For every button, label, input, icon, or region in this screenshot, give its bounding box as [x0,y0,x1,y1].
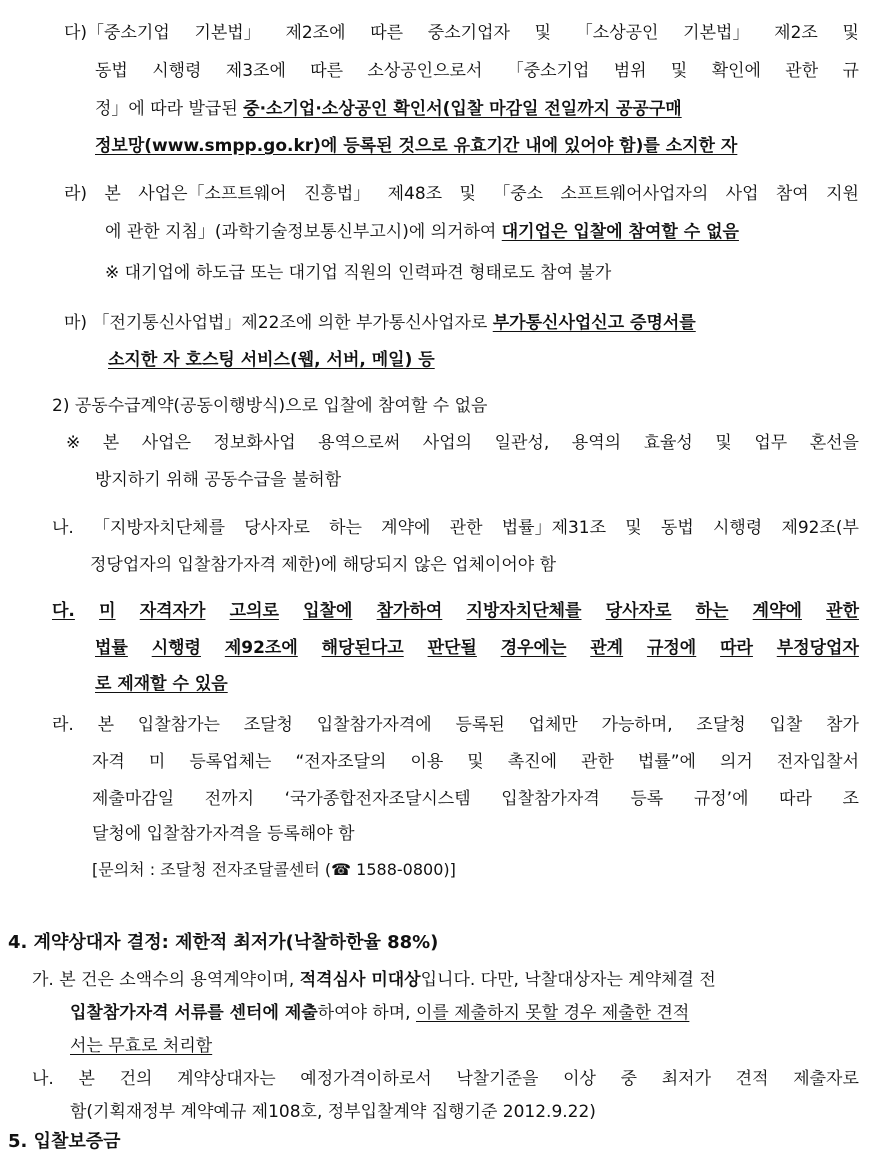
item-na-line-2: 정당업자의 입찰참가자격 제한)에 해당되지 않은 업체이어야 함 [90,555,557,575]
word: 따라 [779,789,812,809]
word: 부정당업자 [776,638,859,658]
word: 입찰에 [303,601,353,621]
word: 제2조 [774,23,818,43]
word: 일관성, [494,433,550,453]
word: 본 [97,715,115,735]
word: 및 [842,23,859,43]
word: 의거 [720,752,753,772]
word: 예정가격이하로서 [300,1069,432,1089]
ga-line-1-prefix: 가. 본 건은 소액수의 용역계약이며, [32,970,300,990]
word: 최저가 [661,1069,712,1089]
word: 하는 [695,601,729,621]
da-line-4: 정보망(www.smpp.go.kr)에 등록된 것으로 유효기간 내에 있어야 함)를 소지한 자 [95,136,738,156]
word: 입찰참가자격 [501,789,600,809]
word: 나. [52,518,74,538]
word: 따른 [370,23,404,43]
word: 하는 [329,518,362,538]
word: 용역으로써 [318,433,401,453]
word: 전까지 [204,789,254,809]
item-da-line-3: 로 제재할 수 있음 [95,674,228,694]
ra-line-1 [64,181,859,207]
word: 제92조에 [224,638,298,658]
item-ra-line-4: 달청에 입찰참가자격을 등록해야 함 [92,824,355,844]
da-line-3-prefix: 정」에 따라 발급된 [95,99,244,119]
word: 라. [52,715,74,735]
word: 동법 [95,61,128,81]
word: 계약에 [381,518,431,538]
word: 법률”에 [637,752,696,772]
word: 사업 [725,184,759,204]
ga-line-1-suffix: 입니다. 다만, 낙찰대상자는 계약체결 전 [420,970,716,990]
word: 다)「중소기업 [64,23,170,43]
item-ra-line-2 [92,749,859,775]
word: 나. [32,1069,54,1089]
da-line-3 [95,96,682,122]
ra-line-2 [105,219,739,245]
word: 지방자치단체를 [466,601,582,621]
word: 혼선을 [809,433,859,453]
word: 및 [534,23,552,43]
word: 규정에 [646,638,697,658]
word: 해당된다고 [321,638,404,658]
word: 관한 [826,601,859,621]
ma-line-1 [64,310,696,336]
word: 입찰참가는 [137,715,220,735]
word: 및 [459,184,476,204]
word: 사업은 [141,433,191,453]
word: 본 [78,1069,95,1089]
word: 「중소 [493,184,544,204]
word: 소상공인으로서 [367,61,483,81]
invalid-quote-warning: 이를 제출하지 못할 경우 제출한 견적 [416,1003,690,1023]
word: 시행령 [151,638,201,658]
word: 「중소기업 [506,61,590,81]
word: 조달청 [243,715,293,735]
word: “전자조달의 [295,752,387,772]
section-4-heading: 4. 계약상대자 결정: 제한적 최저가(낙찰하한율 88%) [8,932,439,953]
ga-line-2-middle: 하여야 하며, [317,1003,416,1023]
word: 용역의 [571,433,622,453]
word: 조 [842,789,859,809]
word: 기본법」 [683,23,750,43]
item-2-note-line-1 [66,430,859,456]
word: 정보화사업 [213,433,296,453]
word: 관한 [785,61,819,81]
word: 시행령 [712,518,763,538]
section-5-heading: 5. 입찰보증금 [8,1131,121,1152]
word: 전자입찰서 [776,752,859,772]
word: 진흥법」 [303,184,371,204]
word: 규정’에 [693,789,749,809]
word: 제48조 [387,184,443,204]
word: 「소상공인 [575,23,659,43]
word: 참가 [826,715,859,735]
word: 등록된 [455,715,505,735]
word: 확인에 [711,61,761,81]
word: 중 [620,1069,638,1089]
word: 법률」제31조 [501,518,607,538]
word: 가능하며, [601,715,673,735]
word: 따른 [310,61,344,81]
item-2-note-line-2: 방지하기 위해 공동수급을 불허함 [95,470,342,490]
word: 계약에 [752,601,802,621]
section-4-na-line-1 [32,1066,859,1092]
word: 촉진에 [507,752,558,772]
word: 범위 [613,61,647,81]
word: 본 [102,433,120,453]
item-2: 2) 공동수급계약(공동이행방식)으로 입찰에 참여할 수 없음 [52,396,488,416]
word: 당사자로 [605,601,672,621]
word: 「지방자치단체를 [93,518,225,538]
word: 지원 [826,184,859,204]
word: 제출자로 [793,1069,859,1089]
word: 건의 [119,1069,153,1089]
word: 업체만 [528,715,578,735]
word: 제2조에 [285,23,346,43]
ra-line-2-prefix: 에 관한 지침」(과학기술정보통신부고시)에 의거하여 [105,222,502,242]
word: 다. [52,601,75,621]
word: 제3조에 [225,61,286,81]
word: 관한 [449,518,483,538]
word: 계약상대자는 [177,1069,276,1089]
word: 자격자가 [139,601,206,621]
word: 입찰 [769,715,803,735]
word: ※ [66,433,81,453]
word: 관계 [590,638,624,658]
word: 등록업체는 [189,752,272,772]
contact-info: [문의처 : 조달청 전자조달콜센터 (☎ 1588-0800)] [92,860,456,879]
ma-line-2: 소지한 자 호스팅 서비스(웹, 서버, 메일) 등 [108,350,435,370]
word: 및 [670,61,688,81]
item-ra-line-1 [52,712,859,738]
section-4-na-line-2: 함(기획재정부 계약예규 제108호, 정부입찰계약 집행기준 2012.9.22) [70,1102,596,1122]
word: 경우에는 [500,638,567,658]
large-company-exclusion: 대기업은 입찰에 참여할 수 없음 [501,222,739,242]
word: 사업은「소프트웨어 [138,184,287,204]
word: 중소기업자 [427,23,510,43]
item-na-line-1 [52,515,859,541]
word: 미 [99,601,116,621]
item-da-line-2 [95,635,859,661]
word: 등록 [630,789,664,809]
word: 자격 [92,752,125,772]
word: 조달청 [696,715,746,735]
word: 제92조(부 [781,518,859,538]
word: 참여 [775,184,809,204]
word: 업무 [754,433,788,453]
item-da-line-1 [52,598,859,624]
word: 참가하여 [376,601,443,621]
item-ra-line-3 [92,786,859,812]
ma-line-1-prefix: 마) 「전기통신사업법」제22조에 의한 부가통신사업자로 [64,313,493,333]
word: 당사자로 [244,518,310,538]
section-4-ga-line-3: 서는 무효로 처리함 [70,1036,213,1056]
word: 및 [467,752,484,772]
word: 고의로 [229,601,279,621]
word: 관한 [581,752,614,772]
word: 이상 [563,1069,596,1089]
word: 제출마감일 [92,789,175,809]
word: 판단될 [427,638,477,658]
word: 소프트웨어사업자의 [560,184,709,204]
section-4-ga-line-2 [70,1000,689,1026]
no-qualification-review: 적격심사 미대상 [299,970,421,990]
word: 규 [842,61,859,81]
word: 본 [104,184,121,204]
word: 및 [625,518,642,538]
word: 동법 [660,518,694,538]
submit-documents-emphasis: 입찰참가자격 서류를 센터에 제출 [70,1003,318,1023]
word: 견적 [735,1069,769,1089]
word: 입찰참가자격에 [316,715,432,735]
word: 사업의 [422,433,473,453]
word: 및 [715,433,732,453]
word: 라) [64,184,88,204]
word: 시행령 [152,61,202,81]
vas-certificate-requirement: 부가통신사업신고 증명서를 [492,313,696,333]
section-4-ga-line-1 [32,967,859,993]
word: 따라 [720,638,753,658]
da-line-2 [95,58,859,84]
ra-note: ※ 대기업에 하도급 또는 대기업 직원의 인력파견 형태로도 참여 불가 [105,263,612,283]
word: 기본법」 [194,23,261,43]
word: ‘국가종합전자조달시스템 [284,789,471,809]
sme-certificate-requirement: 중·소기업·소상공인 확인서(입찰 마감일 전일까지 공공구매 [243,99,682,119]
word: 효율성 [643,433,693,453]
word: 법률 [95,638,128,658]
word: 낙찰기준을 [456,1069,539,1089]
da-line-1 [64,20,859,46]
word: 미 [148,752,166,772]
word: 이용 [410,752,444,772]
